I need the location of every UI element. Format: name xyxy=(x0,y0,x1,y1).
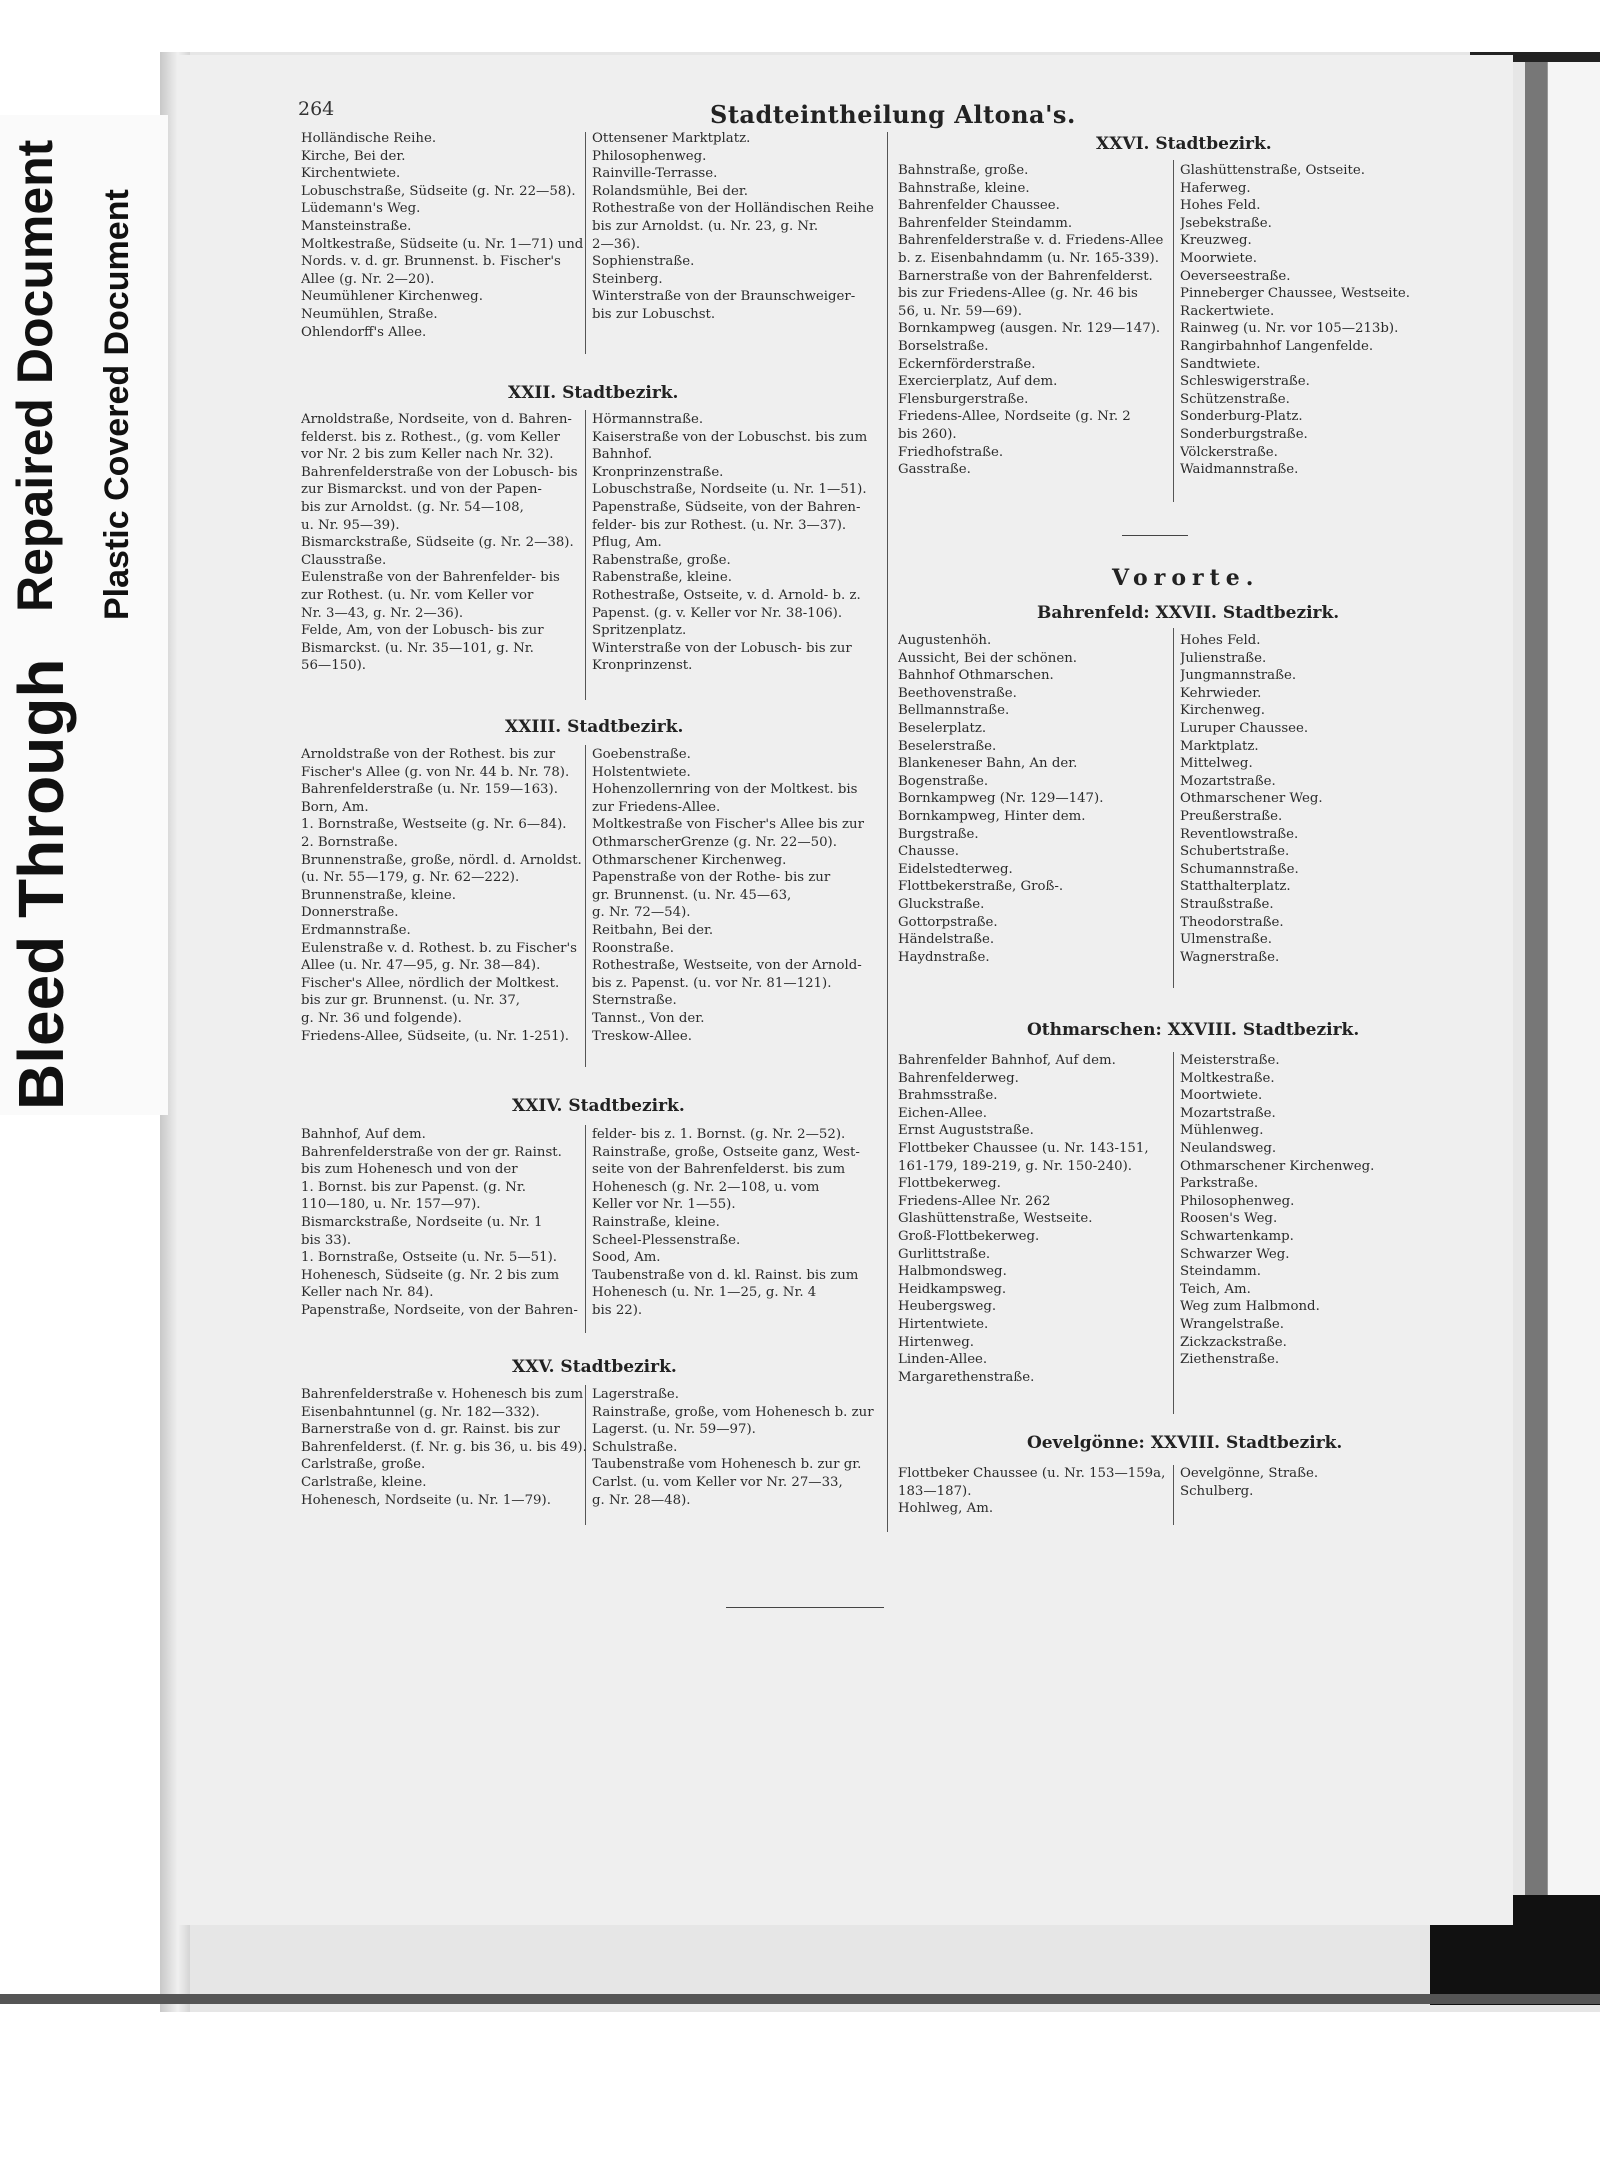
list-item: Aussicht, Bei der schönen. xyxy=(898,650,1078,666)
list-item: Julienstraße. xyxy=(1180,650,1267,666)
list-item: Bogenstraße. xyxy=(898,773,989,789)
list-item: Neumühlener Kirchenweg. xyxy=(301,289,483,305)
list-item: Mühlenweg. xyxy=(1180,1123,1264,1139)
list-item: Bahrenfelderstraße (u. Nr. 159—163). xyxy=(301,782,558,798)
list-item: Papenstraße, Nordseite, von der Bahren- xyxy=(301,1302,578,1318)
list-item: Heidkampsweg. xyxy=(898,1281,1007,1297)
xxvi-list-right xyxy=(1180,162,1410,479)
top-list-left xyxy=(301,130,583,341)
list-item: Carlstraße, große. xyxy=(301,1457,426,1473)
list-item: Winterstraße von der Braunschweiger- xyxy=(592,289,856,305)
running-head: Stadteintheilung Altona's. xyxy=(710,100,1076,129)
list-item: Glashüttenstraße, Ostseite. xyxy=(1180,163,1365,178)
list-item: Fischer's Allee, nördlich der Moltkest. xyxy=(301,975,560,991)
list-item: Lagerstraße. xyxy=(592,1387,679,1402)
xxiv-list-left xyxy=(301,1126,578,1320)
list-item: Bahnhof Othmarschen. xyxy=(898,668,1054,684)
list-item: zur Bismarckst. und von der Papen- xyxy=(301,482,542,498)
list-item: Rabenstraße, große. xyxy=(592,552,731,568)
list-item: Flottbekerweg. xyxy=(898,1176,1001,1192)
label-repaired-document: Repaired Document xyxy=(7,139,63,612)
list-item: gr. Brunnenst. (u. Nr. 45—63, xyxy=(592,887,792,903)
list-item: Ziethenstraße. xyxy=(1180,1352,1280,1368)
list-item: (u. Nr. 55—179, g. Nr. 62—222). xyxy=(301,870,520,886)
list-item: Kirche, Bei der. xyxy=(301,148,406,164)
list-item: Treskow-Allee. xyxy=(592,1028,692,1044)
list-item: 1. Bornstraße, Westseite (g. Nr. 6—84). xyxy=(301,817,567,833)
xxv-list-right xyxy=(592,1386,874,1509)
list-item: Erdmannstraße. xyxy=(301,922,411,938)
list-item: Papenstraße, Südseite, von der Bahren- xyxy=(592,499,861,515)
list-item: Ottensener Marktplatz. xyxy=(592,131,751,146)
list-item: Donnerstraße. xyxy=(301,905,399,921)
list-item: Jsebekstraße. xyxy=(1180,215,1272,231)
list-item: Hohenesch, Nordseite (u. Nr. 1—79). xyxy=(301,1492,551,1508)
list-item: Philosophenweg. xyxy=(592,148,707,164)
section-title-xxii: XXII. Stadtbezirk. xyxy=(508,383,679,403)
list-item: Ernst Auguststraße. xyxy=(898,1123,1034,1139)
list-item: Schumannstraße. xyxy=(1180,861,1299,877)
list-item: Parkstraße. xyxy=(1180,1176,1259,1192)
list-item: Neulandsweg. xyxy=(1180,1140,1277,1156)
list-item: Kreuzweg. xyxy=(1180,233,1252,249)
list-item: Rothestraße, Ostseite, v. d. Arnold- b. z. xyxy=(592,587,861,603)
list-item: Lobuschstraße, Südseite (g. Nr. 22—58). xyxy=(301,183,576,199)
list-item: Waidmannstraße. xyxy=(1180,462,1299,478)
list-item: Moltkestraße von Fischer's Allee bis zur xyxy=(592,817,864,833)
list-item: Sood, Am. xyxy=(592,1250,661,1266)
list-item: Bismarckst. (u. Nr. 35—101, g. Nr. xyxy=(301,640,534,656)
list-item: zur Friedens-Allee. xyxy=(592,799,721,815)
list-item: Philosophenweg. xyxy=(1180,1193,1295,1209)
list-item: Hohenesch, Südseite (g. Nr. 2 bis zum xyxy=(301,1267,560,1283)
list-item: Händelstraße. xyxy=(898,932,995,948)
list-item: Flensburgerstraße. xyxy=(898,391,1029,407)
list-item: 161-179, 189-219, g. Nr. 150-240). xyxy=(898,1158,1133,1174)
list-item: vor Nr. 2 bis zum Keller nach Nr. 32). xyxy=(301,447,554,463)
bahrenfeld-list-left xyxy=(898,632,1103,966)
column-rule xyxy=(1173,1052,1174,1414)
list-item: Arnoldstraße, Nordseite, von d. Bahren- xyxy=(301,412,572,427)
list-item: Schubertstraße. xyxy=(1180,844,1290,860)
list-item: Felde, Am, von der Lobusch- bis zur xyxy=(301,623,544,639)
list-item: Haferweg. xyxy=(1180,180,1251,196)
list-item: Lobuschstraße, Nordseite (u. Nr. 1—51). xyxy=(592,482,867,498)
list-item: Tannst., Von der. xyxy=(592,1010,705,1026)
list-item: Rainstraße, kleine. xyxy=(592,1214,720,1230)
list-item: Marktplatz. xyxy=(1180,738,1259,754)
list-item: Margarethenstraße. xyxy=(898,1369,1035,1385)
list-item: Flottbeker Chaussee (u. Nr. 143-151, xyxy=(898,1140,1149,1156)
xxiii-list-right xyxy=(592,746,864,1045)
list-item: Beethovenstraße. xyxy=(898,685,1017,701)
list-item: g. Nr. 28—48). xyxy=(592,1492,691,1508)
list-item: Sternstraße. xyxy=(592,993,677,1009)
list-item: Bornkampweg (ausgen. Nr. 129—147). xyxy=(898,321,1161,337)
list-item: bis zur gr. Brunnenst. (u. Nr. 37, xyxy=(301,993,521,1009)
list-item: 1. Bornstraße, Ostseite (u. Nr. 5—51). xyxy=(301,1250,557,1266)
list-item: Oeverseestraße. xyxy=(1180,268,1291,284)
label-bleed-through: Bleed Through xyxy=(5,658,77,1110)
list-item: Mozartstraße. xyxy=(1180,1105,1276,1121)
list-item: Pinneberger Chaussee, Westseite. xyxy=(1180,286,1410,302)
column-rule xyxy=(1173,160,1174,502)
list-item: Brunnenstraße, kleine. xyxy=(301,887,456,903)
column-rule xyxy=(1173,628,1174,988)
list-item: Wagnerstraße. xyxy=(1180,949,1280,965)
list-item: Brunnenstraße, große, nördl. d. Arnoldst. xyxy=(301,852,582,868)
list-item: Weg zum Halbmond. xyxy=(1180,1299,1320,1315)
oevelgoenne-list-right xyxy=(1180,1465,1318,1500)
list-item: Gluckstraße. xyxy=(898,896,985,912)
list-item: Bahrenfelderstraße von der Lobusch- bis xyxy=(301,464,578,480)
list-item: Oevelgönne, Straße. xyxy=(1180,1466,1319,1481)
list-item: Othmarschener Kirchenweg. xyxy=(1180,1158,1375,1174)
list-item: Bahrenfelderstraße v. Hohenesch bis zum xyxy=(301,1387,584,1402)
list-item: Sophienstraße. xyxy=(592,254,695,270)
section-title-xxiii: XXIII. Stadtbezirk. xyxy=(505,717,684,737)
list-item: Lagerst. (u. Nr. 59—97). xyxy=(592,1422,756,1438)
list-item: Lüdemann's Weg. xyxy=(301,201,421,217)
list-item: Hirtenweg. xyxy=(898,1334,974,1350)
list-item: Hohes Feld. xyxy=(1180,633,1261,648)
list-item: Eichen-Allee. xyxy=(898,1105,987,1121)
list-item: Straußstraße. xyxy=(1180,896,1274,912)
list-item: Halbmondsweg. xyxy=(898,1264,1007,1280)
section-title-xxvi: XXVI. Stadtbezirk. xyxy=(1096,134,1272,154)
list-item: bis 22). xyxy=(592,1302,643,1318)
list-item: bis zur Lobuschst. xyxy=(592,306,716,322)
list-item: felder- bis z. 1. Bornst. (g. Nr. 2—52). xyxy=(592,1127,846,1142)
list-item: Reventlowstraße. xyxy=(1180,826,1299,842)
list-item: Bahrenfelderweg. xyxy=(898,1070,1019,1086)
top-list-mid xyxy=(592,130,874,324)
list-item: 56, u. Nr. 59—69). xyxy=(898,303,1022,319)
list-item: felder- bis zur Rothest. (u. Nr. 3—37). xyxy=(592,517,847,533)
list-item: Gurlittstraße. xyxy=(898,1246,991,1262)
list-item: Rainville-Terrasse. xyxy=(592,166,718,182)
list-item: Blankeneser Bahn, An der. xyxy=(898,756,1078,772)
list-item: Bahnstraße, große. xyxy=(898,163,1029,178)
list-item: 2. Bornstraße. xyxy=(301,834,399,850)
list-item: bis 260). xyxy=(898,426,957,442)
list-item: Schulstraße. xyxy=(592,1439,678,1455)
list-item: Arnoldstraße von der Rothest. bis zur xyxy=(301,747,556,762)
list-item: Luruper Chaussee. xyxy=(1180,720,1309,736)
othmarschen-list-left xyxy=(898,1052,1149,1386)
list-item: Kaiserstraße von der Lobuschst. bis zum xyxy=(592,429,868,445)
list-item: OthmarscherGrenze (g. Nr. 22—50). xyxy=(592,834,837,850)
list-item: Bahrenfelder Steindamm. xyxy=(898,215,1073,231)
list-item: Friedens-Allee, Südseite, (u. Nr. 1-251). xyxy=(301,1028,569,1044)
list-item: Allee (g. Nr. 2—20). xyxy=(301,271,435,287)
list-item: Taubenstraße von d. kl. Rainst. bis zum xyxy=(592,1267,859,1283)
list-item: Eulenstraße von der Bahrenfelder- bis xyxy=(301,570,560,586)
list-item: Neumühlen, Straße. xyxy=(301,306,438,322)
list-item: Kirchentwiete. xyxy=(301,166,401,182)
list-item: Hohenesch (g. Nr. 2—108, u. vom xyxy=(592,1179,820,1195)
page-number: 264 xyxy=(298,98,335,120)
list-item: Goebenstraße. xyxy=(592,747,691,762)
section-title-xxv: XXV. Stadtbezirk. xyxy=(512,1357,677,1377)
column-rule xyxy=(1173,1465,1174,1525)
list-item: Exercierplatz, Auf dem. xyxy=(898,374,1058,390)
list-item: Gasstraße. xyxy=(898,462,971,478)
list-item: Brahmsstraße. xyxy=(898,1088,998,1104)
list-item: g. Nr. 72—54). xyxy=(592,905,691,921)
section-title-xxiv: XXIV. Stadtbezirk. xyxy=(512,1096,685,1116)
list-item: Clausstraße. xyxy=(301,552,387,568)
list-item: Flottbeker Chaussee (u. Nr. 153—159a, xyxy=(898,1466,1166,1481)
list-item: Schwarzer Weg. xyxy=(1180,1246,1290,1262)
list-item: Zickzackstraße. xyxy=(1180,1334,1287,1350)
list-item: Friedens-Allee Nr. 262 xyxy=(898,1193,1051,1209)
list-item: u. Nr. 95—39). xyxy=(301,517,400,533)
list-item: Glashüttenstraße, Westseite. xyxy=(898,1211,1093,1227)
list-item: Bahnstraße, kleine. xyxy=(898,180,1030,196)
xxiii-list-left xyxy=(301,746,582,1045)
list-item: Statthalterplatz. xyxy=(1180,879,1291,895)
list-item: bis zur Arnoldst. (u. Nr. 23, g. Nr. xyxy=(592,218,819,234)
list-item: Heubergsweg. xyxy=(898,1299,997,1315)
list-item: Roonstraße. xyxy=(592,940,675,956)
list-item: 110—180, u. Nr. 157—97). xyxy=(301,1197,481,1213)
list-item: Bellmannstraße. xyxy=(898,703,1010,719)
list-item: bis zum Hohenesch und von der xyxy=(301,1162,518,1178)
list-item: Schützenstraße. xyxy=(1180,391,1290,407)
list-item: Born, Am. xyxy=(301,799,369,815)
list-item: zur Rothest. (u. Nr. vom Keller vor xyxy=(301,587,534,603)
list-item: Allee (u. Nr. 47—95, g. Nr. 38—84). xyxy=(301,958,541,974)
list-item: Bahrenfelderst. (f. Nr. g. bis 36, u. bis 49). xyxy=(301,1439,587,1455)
list-item: Schleswigerstraße. xyxy=(1180,374,1310,390)
list-item: Ulmenstraße. xyxy=(1180,932,1272,948)
list-item: Groß-Flottbekerweg. xyxy=(898,1228,1040,1244)
list-item: Bahnhof, Auf dem. xyxy=(301,1127,426,1142)
list-item: Nords. v. d. gr. Brunnenst. b. Fischer's xyxy=(301,254,561,270)
list-item: Bahrenfelderstraße v. d. Friedens-Allee xyxy=(898,233,1164,249)
list-item: Ohlendorff's Allee. xyxy=(301,324,427,340)
list-item: Eidelstedterweg. xyxy=(898,861,1013,877)
list-item: felderst. bis z. Rothest., (g. vom Keller xyxy=(301,429,560,445)
list-item: Bahrenfelder Chaussee. xyxy=(898,198,1060,214)
list-item: Mozartstraße. xyxy=(1180,773,1276,789)
list-item: Völckerstraße. xyxy=(1180,444,1278,460)
vororte-heading: Vororte. xyxy=(1112,565,1260,591)
bahrenfeld-list-right xyxy=(1180,632,1323,966)
list-item: Bornkampweg (Nr. 129—147). xyxy=(898,791,1104,807)
list-item: Chausse. xyxy=(898,844,959,860)
list-item: 183—187). xyxy=(898,1483,972,1499)
list-item: Bahrenfelder Bahnhof, Auf dem. xyxy=(898,1053,1116,1068)
center-rule xyxy=(887,132,888,1532)
list-item: Schwartenkamp. xyxy=(1180,1228,1294,1244)
list-item: Barnerstraße von der Bahrenfelderst. xyxy=(898,268,1153,284)
list-item: Kronprinzenstraße. xyxy=(592,464,724,480)
list-item: Hohlweg, Am. xyxy=(898,1501,994,1517)
column-rule xyxy=(585,132,586,354)
xxii-list-left xyxy=(301,411,578,675)
list-item: Schulberg. xyxy=(1180,1483,1254,1499)
list-item: Hohenzollernring von der Moltkest. bis xyxy=(592,782,858,798)
list-item: Hohenesch (u. Nr. 1—25, g. Nr. 4 xyxy=(592,1285,817,1301)
list-item: Beselerplatz. xyxy=(898,720,987,736)
list-item: Friedens-Allee, Nordseite (g. Nr. 2 xyxy=(898,409,1131,425)
list-item: Rackertwiete. xyxy=(1180,303,1275,319)
list-item: Bismarckstraße, Südseite (g. Nr. 2—38). xyxy=(301,535,574,551)
list-item: Moorwiete. xyxy=(1180,250,1257,266)
list-item: Flottbekerstraße, Groß-. xyxy=(898,879,1064,895)
list-item: Pflug, Am. xyxy=(592,535,662,551)
section-title-othmarschen: Othmarschen: XXVIII. Stadtbezirk. xyxy=(1027,1020,1360,1040)
list-item: 1. Bornst. bis zur Papenst. (g. Nr. xyxy=(301,1179,526,1195)
list-item: Augustenhöh. xyxy=(898,633,992,648)
list-item: Beselerstraße. xyxy=(898,738,997,754)
next-page-edge xyxy=(1547,62,1600,1942)
list-item: Fischer's Allee (g. von Nr. 44 b. Nr. 78). xyxy=(301,764,570,780)
list-item: Rainstraße, große, vom Hohenesch b. zur xyxy=(592,1404,874,1420)
list-item: Taubenstraße vom Hohenesch b. zur gr. xyxy=(592,1457,862,1473)
oevelgoenne-list-left xyxy=(898,1465,1165,1518)
list-item: Mansteinstraße. xyxy=(301,218,412,234)
list-item: Eckernförderstraße. xyxy=(898,356,1036,372)
column-rule xyxy=(585,1125,586,1333)
list-item: Hörmannstraße. xyxy=(592,412,704,427)
list-item: Bismarckstraße, Nordseite (u. Nr. 1 xyxy=(301,1214,543,1230)
list-item: Linden-Allee. xyxy=(898,1352,988,1368)
list-item: Meisterstraße. xyxy=(1180,1053,1280,1068)
list-item: Othmarschener Weg. xyxy=(1180,791,1323,807)
list-item: Rabenstraße, kleine. xyxy=(592,570,732,586)
label-plastic-covered: Plastic Covered Document xyxy=(98,189,136,620)
list-item: Wrangelstraße. xyxy=(1180,1316,1284,1332)
section-title-oevelgoenne: Oevelgönne: XXVIII. Stadtbezirk. xyxy=(1027,1433,1343,1453)
list-item: Hohes Feld. xyxy=(1180,198,1261,214)
list-item: seite von der Bahrenfelderst. bis zum xyxy=(592,1162,846,1178)
list-item: Friedhofstraße. xyxy=(898,444,1004,460)
list-item: Keller vor Nr. 1—55). xyxy=(592,1197,736,1213)
list-item: Sonderburgstraße. xyxy=(1180,426,1308,442)
list-item: Gottorpstraße. xyxy=(898,914,998,930)
list-item: 2—36). xyxy=(592,236,641,252)
section-title-bahrenfeld: Bahrenfeld: XXVII. Stadtbezirk. xyxy=(1037,603,1340,623)
xxvi-list-left xyxy=(898,162,1163,479)
list-item: Bornkampweg, Hinter dem. xyxy=(898,808,1086,824)
list-item: Rainweg (u. Nr. vor 105—213b). xyxy=(1180,321,1399,337)
list-item: Bahnhof. xyxy=(592,447,653,463)
list-item: Theodorstraße. xyxy=(1180,914,1284,930)
end-rule xyxy=(726,1607,884,1608)
list-item: Kronprinzenst. xyxy=(592,658,693,674)
list-item: 56—150). xyxy=(301,658,367,674)
column-rule xyxy=(585,410,586,700)
scan-right-edge xyxy=(1525,62,1547,1942)
list-item: Kehrwieder. xyxy=(1180,685,1262,701)
list-item: bis zur Arnoldst. (g. Nr. 54—108, xyxy=(301,499,524,515)
list-item: Roosen's Weg. xyxy=(1180,1211,1278,1227)
list-item: Steindamm. xyxy=(1180,1264,1262,1280)
list-item: Moortwiete. xyxy=(1180,1088,1263,1104)
list-item: Rolandsmühle, Bei der. xyxy=(592,183,749,199)
list-item: Rothestraße von der Holländischen Reihe xyxy=(592,201,874,217)
list-item: Borselstraße. xyxy=(898,338,989,354)
list-item: Papenst. (g. v. Keller vor Nr. 38-106). xyxy=(592,605,843,621)
list-item: Teich, Am. xyxy=(1180,1281,1251,1297)
list-item: Keller nach Nr. 84). xyxy=(301,1285,434,1301)
list-item: bis zur Friedens-Allee (g. Nr. 46 bis xyxy=(898,286,1138,302)
section-divider xyxy=(1122,535,1188,536)
xxii-list-right xyxy=(592,411,867,675)
list-item: Othmarschener Kirchenweg. xyxy=(592,852,787,868)
list-item: Carlstraße, kleine. xyxy=(301,1474,427,1490)
list-item: Mittelweg. xyxy=(1180,756,1253,772)
list-item: Rangirbahnhof Langenfelde. xyxy=(1180,338,1374,354)
list-item: Scheel-Plessenstraße. xyxy=(592,1232,741,1248)
list-item: Hirtentwiete. xyxy=(898,1316,989,1332)
list-item: Holstentwiete. xyxy=(592,764,691,780)
list-item: Eisenbahntunnel (g. Nr. 182—332). xyxy=(301,1404,540,1420)
list-item: Jungmannstraße. xyxy=(1180,668,1297,684)
list-item: Burgstraße. xyxy=(898,826,979,842)
list-item: Reitbahn, Bei der. xyxy=(592,922,714,938)
list-item: Sandtwiete. xyxy=(1180,356,1261,372)
list-item: b. z. Eisenbahndamm (u. Nr. 165-339). xyxy=(898,250,1159,266)
othmarschen-list-right xyxy=(1180,1052,1374,1369)
list-item: Carlst. (u. vom Keller vor Nr. 27—33, xyxy=(592,1474,843,1490)
scan-bottom-line xyxy=(0,1994,1600,2004)
list-item: Eulenstraße v. d. Rothest. b. zu Fischer's xyxy=(301,940,577,956)
list-item: Moltkestraße, Südseite (u. Nr. 1—71) und xyxy=(301,236,584,252)
list-item: Rothestraße, Westseite, von der Arnold- xyxy=(592,958,862,974)
list-item: Moltkestraße. xyxy=(1180,1070,1275,1086)
list-item: Haydnstraße. xyxy=(898,949,990,965)
xxiv-list-right xyxy=(592,1126,860,1320)
list-item: Holländische Reihe. xyxy=(301,131,437,146)
list-item: Spritzenplatz. xyxy=(592,623,687,639)
column-rule xyxy=(585,745,586,1067)
list-item: Bahrenfelderstraße von der gr. Rainst. xyxy=(301,1144,562,1160)
list-item: Sonderburg-Platz. xyxy=(1180,409,1303,425)
list-item: Winterstraße von der Lobusch- bis zur xyxy=(592,640,852,656)
list-item: g. Nr. 36 und folgende). xyxy=(301,1010,462,1026)
list-item: Kirchenweg. xyxy=(1180,703,1265,719)
list-item: Preußerstraße. xyxy=(1180,808,1283,824)
list-item: Nr. 3—43, g. Nr. 2—36). xyxy=(301,605,464,621)
list-item: Rainstraße, große, Ostseite ganz, West- xyxy=(592,1144,860,1160)
list-item: bis 33). xyxy=(301,1232,352,1248)
list-item: bis z. Papenst. (u. vor Nr. 81—121). xyxy=(592,975,832,991)
xxv-list-left xyxy=(301,1386,587,1509)
list-item: Papenstraße von der Rothe- bis zur xyxy=(592,870,831,886)
list-item: Steinberg. xyxy=(592,271,663,287)
list-item: Barnerstraße von d. gr. Rainst. bis zur xyxy=(301,1422,560,1438)
